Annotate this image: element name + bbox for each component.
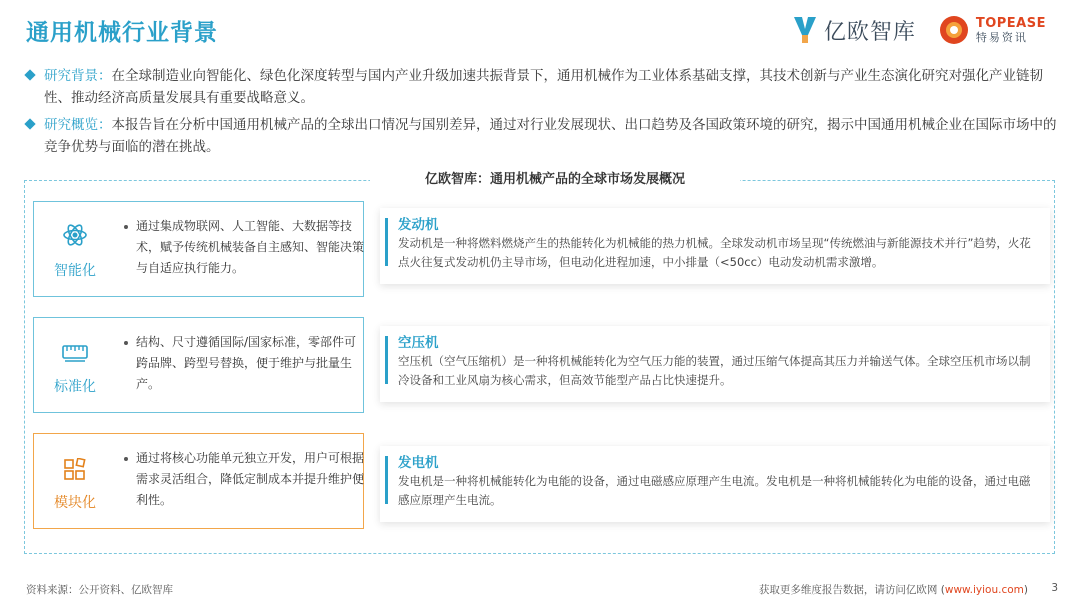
product-desc: 空压机（空气压缩机）是一种将机械能转化为空气压力能的装置，通过压缩气体提高其压力并输送气体。全球空压机市场以制冷设备和工业风扇为核心需求，但高效节能型产品占比快速提升。: [398, 354, 1031, 387]
product-card-generator: [380, 446, 1050, 522]
modules-icon: [63, 458, 87, 482]
feature-desc: 通过集成物联网、人工智能、大数据等技术，赋予传统机械装备自主感知、智能决策与自适应执行能力。: [124, 216, 364, 279]
intro-bullets: [26, 65, 1060, 163]
feature-modular: [33, 433, 364, 529]
product-card-compressor: [380, 326, 1050, 402]
panel-title: 亿欧智库：通用机械产品的全球市场发展概况: [370, 168, 740, 192]
diamond-icon: [24, 69, 35, 80]
iyiou-logo-text: 亿欧智库: [823, 19, 916, 45]
topease-logo-bottom: 特易资讯: [975, 30, 1028, 44]
bullet-background: [26, 65, 1060, 109]
product-card-engine: [380, 208, 1050, 284]
iyiou-logo: [792, 15, 916, 46]
footer-link[interactable]: www.iyiou.com: [944, 584, 1024, 596]
product-title: 发动机: [398, 217, 439, 233]
feature-standardized: [33, 317, 364, 413]
feature-label: 标准化: [54, 379, 96, 395]
feature-desc: 结构、尺寸遵循国际/国家标准，零部件可跨品牌、跨型号替换，便于维护与批量生产。: [124, 332, 364, 395]
topease-logo: [938, 14, 1046, 46]
footer-more-prefix: 获取更多维度报告数据，请访问亿欧网 (: [758, 584, 945, 596]
footer-more: [759, 582, 1028, 597]
bullet-text: 在全球制造业向智能化、绿色化深度转型与国内产业升级加速共振背景下，通用机械作为工业体系基础支撑，其技术创新与产业生态演化研究对强化产业链韧性、推动经济高质量发展具有重要战略意义。: [44, 68, 1043, 106]
bullet-text: 本报告旨在分析中国通用机械产品的全球出口情况与国别差异，通过对行业发展现状、出口趋势及各国政策环境的研究，揭示中国通用机械企业在国际市场中的竞争优势与面临的潜在挑战。: [44, 117, 1057, 155]
product-title: 空压机: [398, 335, 439, 351]
atom-icon: [62, 222, 88, 248]
page-number: 3: [1051, 582, 1058, 594]
topease-mark-icon: [938, 14, 970, 46]
topease-logo-top: TOPEASE: [975, 15, 1046, 31]
bullet-label: 研究概览：: [44, 117, 112, 133]
product-title: 发电机: [398, 455, 439, 471]
card-accent-bar: [385, 336, 388, 384]
ruler-icon: [61, 342, 89, 364]
feature-intelligent: [33, 201, 364, 297]
feature-label: 模块化: [54, 495, 96, 511]
bullet-overview: [26, 114, 1060, 158]
bullet-label: 研究背景：: [44, 68, 112, 84]
source-note: 资料来源：公开资料、亿欧智库: [26, 584, 173, 596]
feature-label: 智能化: [54, 263, 96, 279]
page-title: 通用机械行业背景: [26, 20, 218, 46]
diamond-icon: [24, 118, 35, 129]
product-desc: 发电机是一种将机械能转化为电能的设备，通过电磁感应原理产生电流。发电机是一种将机械能转化为电能的设备，通过电磁感应原理产生电流。: [398, 474, 1031, 507]
footer-more-suffix: ): [1023, 584, 1028, 596]
feature-desc: 通过将核心功能单元独立开发，用户可根据需求灵活组合，降低定制成本并提升维护便利性。: [124, 448, 364, 511]
product-desc: 发动机是一种将燃料燃烧产生的热能转化为机械能的热力机械。全球发动机市场呈现“传统燃油与新能源技术并行”趋势，火花点火往复式发动机仍主导市场，但电动化进程加速，中小排量（<50cc）电动发动机需求激增。: [398, 236, 1031, 269]
logos: [792, 14, 1046, 46]
iyiou-mark-icon: [792, 15, 818, 45]
card-accent-bar: [385, 218, 388, 266]
card-accent-bar: [385, 456, 388, 504]
